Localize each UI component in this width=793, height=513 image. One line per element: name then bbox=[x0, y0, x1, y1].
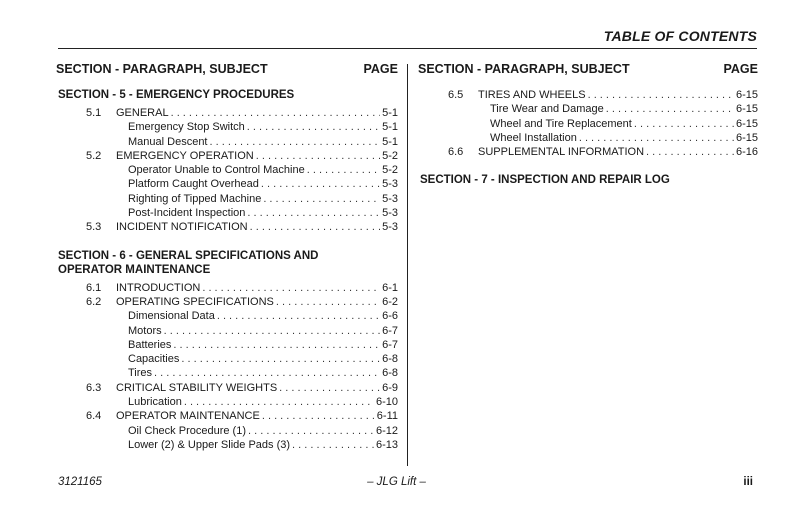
toc-entry-page: 5-3 bbox=[382, 221, 398, 234]
toc-entry-page: 6-12 bbox=[375, 424, 398, 437]
toc-entry-number: 6.3 bbox=[86, 381, 102, 394]
toc-entry-page: 6-1 bbox=[382, 281, 398, 294]
header-rule bbox=[58, 48, 757, 49]
toc-entry-page: 6-16 bbox=[735, 146, 758, 159]
toc-entry-label: SUPPLEMENTAL INFORMATION bbox=[478, 146, 645, 159]
toc-entry[interactable] bbox=[56, 220, 398, 234]
toc-entry[interactable] bbox=[56, 281, 398, 295]
section-title[interactable]: SECTION - 6 - GENERAL SPECIFICATIONS AND bbox=[58, 249, 319, 262]
toc-entry-label: Motors bbox=[128, 324, 162, 337]
toc-subentry[interactable] bbox=[56, 338, 398, 352]
toc-subentry[interactable] bbox=[56, 309, 398, 323]
toc-entry-label: Operator Unable to Control Machine bbox=[128, 164, 305, 177]
toc-subentry[interactable] bbox=[56, 324, 398, 338]
toc-entry-page: 5-1 bbox=[382, 135, 398, 148]
toc-leader-dots bbox=[184, 395, 374, 409]
toc-entry-label: Tire Wear and Damage bbox=[490, 103, 604, 116]
toc-entry-label: INCIDENT NOTIFICATION bbox=[116, 221, 248, 234]
toc-entry-label: Capacities bbox=[128, 353, 180, 366]
toc-entry-page: 6-15 bbox=[735, 131, 758, 144]
toc-leader-dots bbox=[181, 352, 380, 366]
toc-entry-number: 5.2 bbox=[86, 149, 102, 162]
toc-leader-dots bbox=[247, 206, 380, 220]
toc-section bbox=[56, 249, 398, 453]
toc-section bbox=[418, 173, 758, 191]
column-divider bbox=[407, 64, 408, 466]
toc-subentry[interactable] bbox=[56, 352, 398, 366]
toc-entry-label: CRITICAL STABILITY WEIGHTS bbox=[116, 381, 278, 394]
footer-page-number: iii bbox=[743, 476, 753, 488]
page-header-title: TABLE OF CONTENTS bbox=[603, 28, 757, 44]
toc-entry-label: Post-Incident Inspection bbox=[128, 207, 246, 220]
toc-entry-label: Manual Descent bbox=[128, 135, 208, 148]
toc-entry-page: 5-1 bbox=[382, 107, 398, 119]
toc-leader-dots bbox=[154, 366, 380, 380]
toc-leader-dots bbox=[292, 438, 374, 452]
toc-leader-dots bbox=[646, 145, 734, 159]
toc-entry-page: 5-1 bbox=[382, 121, 398, 134]
toc-entry-page: 5-2 bbox=[382, 164, 398, 177]
toc-leader-dots bbox=[250, 220, 381, 234]
toc-entry-label: Wheel Installation bbox=[490, 131, 577, 144]
toc-entry-number: 5.1 bbox=[86, 107, 102, 119]
toc-entry[interactable] bbox=[56, 409, 398, 423]
toc-leader-dots bbox=[171, 106, 381, 120]
toc-subentry[interactable] bbox=[56, 120, 398, 134]
toc-leader-dots bbox=[256, 149, 380, 163]
toc-entry-label: Emergency Stop Switch bbox=[128, 121, 245, 134]
toc-entry-label: Lubrication bbox=[128, 396, 182, 409]
toc-entry-label: Wheel and Tire Replacement bbox=[490, 117, 632, 130]
footer-publisher: – JLG Lift – bbox=[367, 476, 426, 488]
toc-entry-label: Batteries bbox=[128, 338, 172, 351]
footer-doc-number: 3121165 bbox=[58, 476, 102, 488]
toc-leader-dots bbox=[634, 117, 734, 131]
toc-section bbox=[56, 88, 398, 235]
toc-leader-dots bbox=[262, 409, 375, 423]
toc-leader-dots bbox=[247, 120, 380, 134]
toc-subentry[interactable] bbox=[418, 102, 758, 116]
section-title[interactable]: SECTION - 5 - EMERGENCY PROCEDURES bbox=[58, 89, 295, 101]
toc-subentry[interactable] bbox=[56, 135, 398, 149]
section-title[interactable]: SECTION - 7 - INSPECTION AND REPAIR LOG bbox=[420, 174, 670, 187]
toc-entry-page: 5-3 bbox=[382, 207, 398, 220]
toc-section bbox=[418, 88, 758, 159]
toc-entry-label: EMERGENCY OPERATION bbox=[116, 149, 254, 162]
toc-leader-dots bbox=[261, 177, 380, 191]
toc-entry[interactable] bbox=[56, 149, 398, 163]
toc-leader-dots bbox=[202, 281, 380, 295]
toc-entry-page: 6-8 bbox=[382, 353, 398, 366]
toc-entry-number: 6.4 bbox=[86, 410, 102, 423]
toc-entry-number: 5.3 bbox=[86, 221, 102, 234]
toc-entry-page: 6-15 bbox=[735, 117, 758, 130]
toc-leader-dots bbox=[210, 135, 381, 149]
toc-entry-label: Dimensional Data bbox=[128, 310, 215, 323]
toc-entry-page: 6-6 bbox=[382, 310, 398, 323]
toc-subentry[interactable] bbox=[56, 395, 398, 409]
toc-entry-label: GENERAL bbox=[116, 107, 169, 119]
toc-entry-number: 6.5 bbox=[448, 89, 464, 101]
column-header-subject: SECTION - PARAGRAPH, SUBJECT bbox=[56, 62, 268, 76]
toc-leader-dots bbox=[263, 192, 380, 206]
toc-leader-dots bbox=[307, 163, 380, 177]
column-header bbox=[56, 62, 398, 80]
toc-entry-label: Platform Caught Overhead bbox=[128, 178, 259, 191]
toc-left-column bbox=[56, 62, 398, 452]
toc-entry-page: 5-3 bbox=[382, 178, 398, 191]
toc-entry-label: OPERATOR MAINTENANCE bbox=[116, 410, 260, 423]
toc-entry-page: 5-3 bbox=[382, 192, 398, 205]
toc-entry-page: 6-7 bbox=[382, 324, 398, 337]
toc-entry-label: Oil Check Procedure (1) bbox=[128, 424, 246, 437]
toc-right-column bbox=[418, 62, 758, 191]
toc-subentry[interactable] bbox=[418, 117, 758, 131]
toc-entry-number: 6.6 bbox=[448, 146, 464, 159]
toc-entry-page: 6-15 bbox=[735, 89, 758, 101]
toc-leader-dots bbox=[606, 102, 734, 116]
toc-entry-label: OPERATING SPECIFICATIONS bbox=[116, 295, 274, 308]
toc-entry-page: 6-11 bbox=[376, 410, 398, 423]
toc-entry[interactable] bbox=[418, 145, 758, 159]
toc-leader-dots bbox=[579, 131, 734, 145]
toc-entry[interactable] bbox=[418, 88, 758, 102]
toc-entry-label: Tires bbox=[128, 367, 153, 380]
toc-entry-label: Lower (2) & Upper Slide Pads (3) bbox=[128, 438, 291, 451]
column-header-page: PAGE bbox=[723, 62, 758, 76]
toc-entry-label: INTRODUCTION bbox=[116, 281, 201, 294]
toc-entry[interactable] bbox=[56, 295, 398, 309]
toc-leader-dots bbox=[173, 338, 380, 352]
toc-entry-number: 6.2 bbox=[86, 295, 102, 308]
toc-leader-dots bbox=[248, 424, 374, 438]
toc-leader-dots bbox=[164, 324, 380, 338]
column-header bbox=[418, 62, 758, 80]
toc-subentry[interactable] bbox=[56, 177, 398, 191]
toc-entry[interactable] bbox=[56, 106, 398, 120]
toc-leader-dots bbox=[217, 309, 380, 323]
toc-subentry[interactable] bbox=[56, 366, 398, 380]
toc-subentry[interactable] bbox=[418, 131, 758, 145]
toc-leader-dots bbox=[279, 381, 380, 395]
toc-leader-dots bbox=[276, 295, 380, 309]
toc-entry-page: 6-7 bbox=[382, 338, 398, 351]
toc-entry-page: 6-15 bbox=[735, 103, 758, 116]
toc-entry-label: Righting of Tipped Machine bbox=[128, 192, 262, 205]
toc-entry-page: 6-2 bbox=[382, 295, 398, 308]
toc-subentry[interactable] bbox=[56, 192, 398, 206]
toc-subentry[interactable] bbox=[56, 206, 398, 220]
toc-subentry[interactable] bbox=[56, 438, 398, 452]
toc-entry[interactable] bbox=[56, 381, 398, 395]
toc-entry-page: 6-8 bbox=[382, 367, 398, 380]
toc-subentry[interactable] bbox=[56, 163, 398, 177]
column-header-subject: SECTION - PARAGRAPH, SUBJECT bbox=[418, 62, 630, 76]
section-title[interactable]: OPERATOR MAINTENANCE bbox=[58, 263, 211, 276]
toc-entry-page: 6-9 bbox=[382, 381, 398, 394]
toc-entry-page: 5-2 bbox=[382, 149, 398, 162]
toc-subentry[interactable] bbox=[56, 424, 398, 438]
toc-leader-dots bbox=[588, 88, 734, 102]
toc-entry-number: 6.1 bbox=[86, 281, 102, 294]
toc-entry-page: 6-10 bbox=[375, 396, 398, 409]
toc-entry-page: 6-13 bbox=[375, 438, 398, 451]
column-header-page: PAGE bbox=[363, 62, 398, 76]
toc-entry-label: TIRES AND WHEELS bbox=[478, 89, 586, 101]
